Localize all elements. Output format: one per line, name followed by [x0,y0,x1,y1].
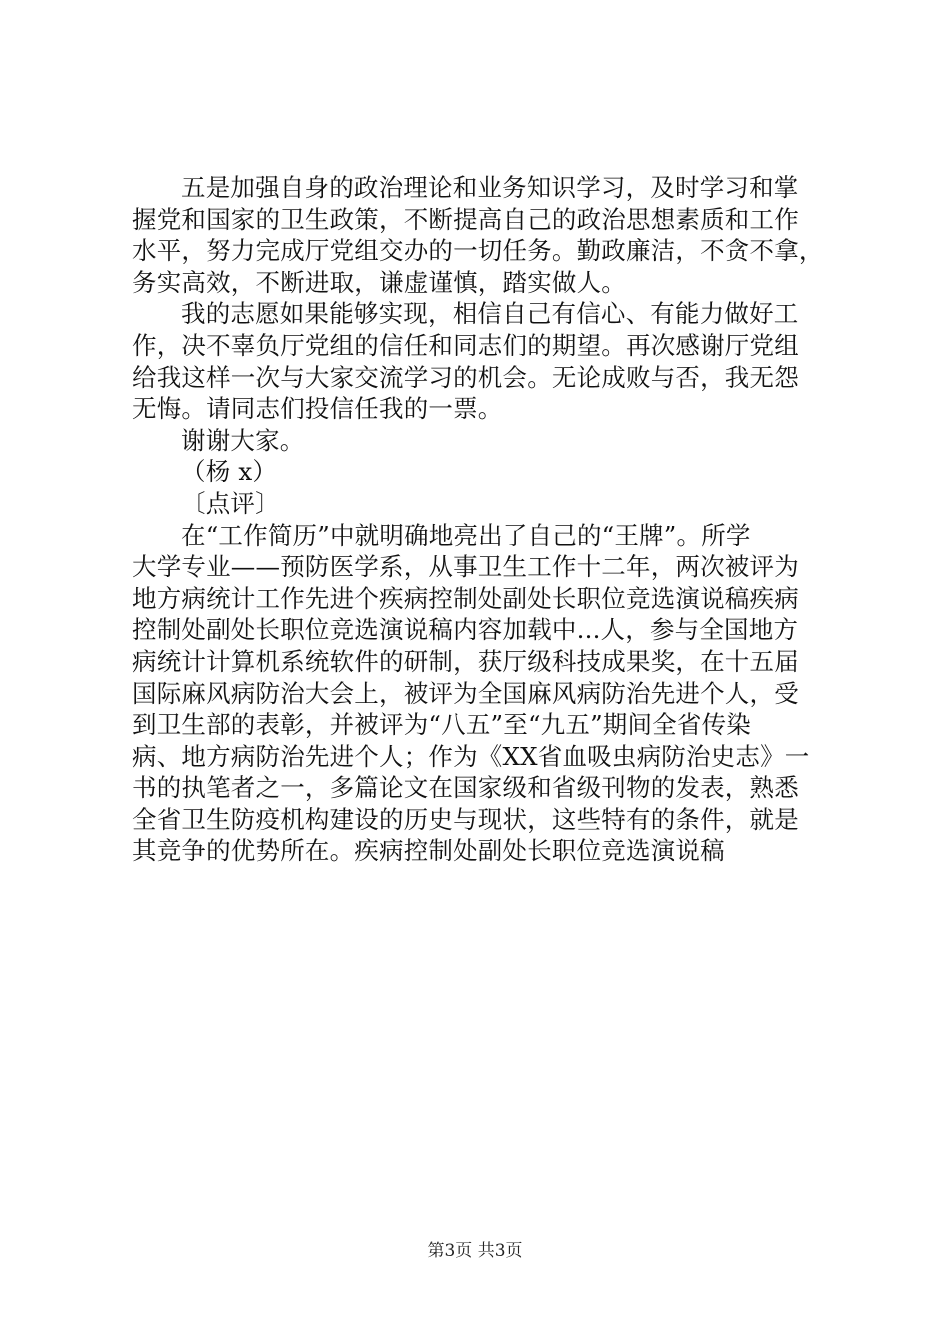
text-line: 握党和国家的卫生政策，不断提高自己的政治思想素质和工作 [132,204,799,234]
paragraph-study-pledge [132,172,832,298]
document-body [132,172,832,867]
paragraph-thanks [132,425,832,457]
text-line: 其竞争的优势所在。疾病控制处副处长职位竞选演说稿 [132,836,725,866]
text-line: 五是加强自身的政治理论和业务知识学习，及时学习和掌 [181,173,799,202]
text-line: 书的执笔者之一，多篇论文在国家级和省级刊物的发表，熟悉 [132,773,799,803]
text-line: 〔点评〕 [181,488,280,518]
page-footer: 第3页 共3页 [427,1241,523,1261]
text-line: 谢谢大家。 [181,425,305,455]
text-line: 病统计计算机系统软件的研制，获厅级科技成果奖，在十五届 [132,646,799,676]
text-line: 控制处副处长职位竞选演说稿内容加载中...人，参与全国地方 [132,615,799,645]
paragraph-closing-wish [132,298,832,424]
paragraph-comment-heading [132,488,832,520]
text-line: 我的志愿如果能够实现，相信自己有信心、有能力做好工 [181,299,799,329]
text-line: （杨 x） [181,457,278,487]
text-line: 地方病统计工作先进个疾病控制处副处长职位竞选演说稿疾病 [132,583,799,613]
text-line: 到卫生部的表彰，并被评为“八五”至“九五”期间全省传染 [132,710,751,740]
text-line: 国际麻风病防治大会上，被评为全国麻风病防治先进个人，受 [132,678,799,708]
text-line: 务实高效，不断进取，谦虚谨慎，踏实做人。 [132,267,626,297]
text-line: 水平，努力完成厅党组交办的一切任务。勤政廉洁，不贪不拿， [132,236,824,266]
text-line: 作，决不辜负厅党组的信任和同志们的期望。再次感谢厅党组 [132,330,799,360]
paragraph-comment-body [132,520,832,868]
paragraph-author [132,456,832,488]
text-line: 给我这样一次与大家交流学习的机会。无论成败与否，我无怨 [132,362,799,392]
text-line: 大学专业——预防医学系，从事卫生工作十二年，两次被评为 [132,552,799,582]
text-line: 病、地方病防治先进个人；作为《XX省血吸虫病防治史志》一 [132,741,810,771]
text-line: 全省卫生防疫机构建设的历史与现状，这些特有的条件，就是 [132,804,799,834]
text-line: 无悔。请同志们投信任我的一票。 [132,394,503,424]
text-line: 在“工作简历”中就明确地亮出了自己的“王牌”。所学 [181,520,751,550]
